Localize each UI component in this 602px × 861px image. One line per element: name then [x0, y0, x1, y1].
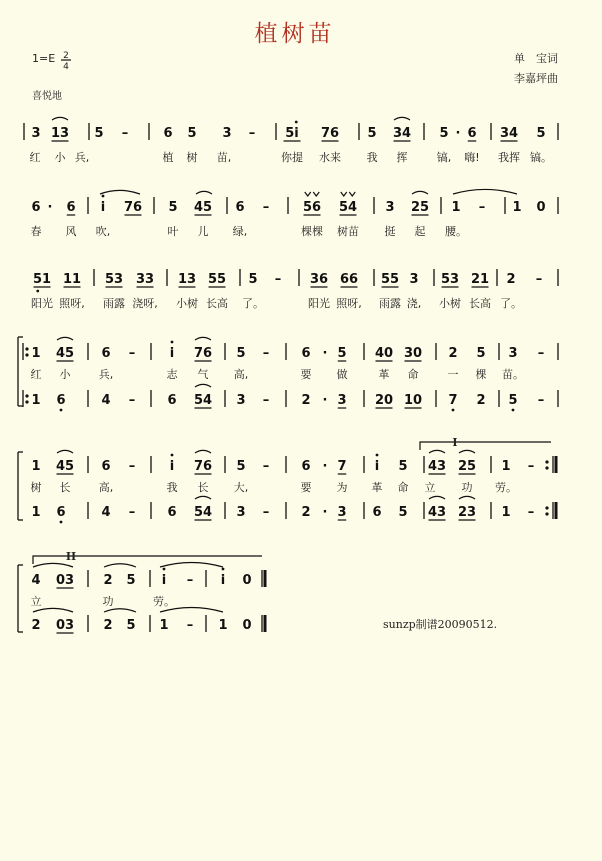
note: 10 — [403, 393, 423, 408]
note: 5 — [367, 126, 377, 141]
lyric: 浇, — [406, 297, 422, 310]
repeat-dot — [25, 347, 28, 350]
note: 5 — [398, 505, 408, 520]
note: 5 — [536, 126, 546, 141]
note: 1 — [31, 459, 41, 474]
note: 45 — [55, 346, 75, 361]
lyric: 儿 — [197, 225, 209, 238]
note: 1 — [451, 200, 461, 215]
note: 34 — [499, 126, 519, 141]
note: 3 — [337, 505, 347, 520]
slur — [429, 496, 445, 499]
note: 7 — [448, 393, 458, 408]
note: 56 — [302, 200, 322, 215]
accent-mark — [349, 192, 355, 196]
note: 6 — [301, 346, 311, 361]
lyric: 挺 — [384, 225, 396, 238]
notation-body — [18, 117, 558, 633]
lyric: 一 — [447, 368, 459, 381]
octave-up-dot — [171, 454, 174, 457]
accent-mark — [341, 192, 347, 196]
note: 0 — [536, 200, 546, 215]
lyric: 水来 — [319, 151, 341, 164]
lyric: 腰。 — [445, 225, 467, 238]
lyric: 志 — [166, 368, 178, 381]
note: 1 — [31, 393, 41, 408]
note: 1 — [31, 505, 41, 520]
note: 7 — [337, 459, 347, 474]
note: · — [322, 505, 328, 520]
note: 6 — [101, 459, 111, 474]
note: 5 — [508, 393, 518, 408]
lyric: 功 — [102, 595, 114, 608]
volta-label: II — [65, 550, 77, 563]
lyric: 雨露 — [103, 297, 125, 310]
lyric: 嗨! — [464, 151, 480, 164]
note: 54 — [193, 505, 213, 520]
note: 5 — [126, 573, 136, 588]
lyric: 功 — [461, 481, 473, 494]
slur — [394, 117, 410, 120]
volta-bracket — [420, 442, 551, 450]
volta-label: I — [452, 436, 458, 449]
lyric: 我挥 — [498, 151, 520, 164]
lyric: 高, — [233, 368, 249, 381]
note: · — [322, 393, 328, 408]
lyric: 绿, — [232, 225, 248, 238]
note: 5 — [126, 618, 136, 633]
note: 33 — [135, 272, 155, 287]
octave-up-dot — [163, 568, 166, 571]
note: – — [128, 459, 136, 474]
slur — [195, 384, 211, 387]
lyric: 红 — [30, 368, 42, 381]
note: 2 — [31, 618, 41, 633]
lyric: 了。 — [242, 297, 264, 310]
note: 1 — [512, 200, 522, 215]
lyric: 吹, — [95, 225, 111, 238]
note: 03 — [55, 618, 75, 633]
note: 5 — [476, 346, 486, 361]
note: 4 — [101, 505, 111, 520]
note: 36 — [309, 272, 329, 287]
lyric: 长高 — [469, 297, 491, 310]
octave-down-dot — [512, 409, 515, 412]
note: – — [186, 618, 194, 633]
lyric: 兵, — [98, 368, 114, 381]
lyric: 棵 — [475, 368, 487, 381]
note: – — [262, 200, 270, 215]
time-sig-unit: 4 — [63, 62, 69, 72]
note: 76 — [193, 459, 213, 474]
note: · — [322, 459, 328, 474]
lyric: 命 — [407, 368, 419, 381]
note: 30 — [403, 346, 423, 361]
note: – — [478, 200, 486, 215]
note: 25 — [410, 200, 430, 215]
note: i — [161, 573, 167, 588]
lyric: 镐, — [436, 151, 452, 164]
note: 1 — [218, 618, 228, 633]
lyric: 小 — [54, 151, 66, 164]
lyric: 我 — [366, 151, 378, 164]
octave-down-dot — [452, 409, 455, 412]
lyric: 立 — [30, 595, 42, 608]
note: 3 — [236, 393, 246, 408]
lyric: 命 — [397, 481, 409, 494]
lyric: 树苗 — [337, 225, 359, 238]
note: 6 — [167, 393, 177, 408]
note: 34 — [392, 126, 412, 141]
octave-up-dot — [376, 454, 379, 457]
lyric: 革 — [371, 481, 383, 494]
repeat-dot — [25, 353, 28, 356]
slur — [195, 496, 211, 499]
note: 6 — [372, 505, 382, 520]
note: – — [128, 393, 136, 408]
note: 54 — [338, 200, 358, 215]
lyric: 起 — [414, 225, 426, 238]
melody-line-2 — [88, 197, 558, 214]
note: · — [455, 126, 461, 141]
note: 6 — [235, 200, 245, 215]
note: – — [121, 126, 129, 141]
slur — [100, 190, 140, 194]
slur — [195, 450, 211, 453]
note: 5 — [168, 200, 178, 215]
lyric: 长 — [197, 481, 209, 494]
note: 6 — [101, 346, 111, 361]
octave-up-dot — [102, 195, 105, 198]
octave-up-dot — [295, 121, 298, 124]
note: 13 — [50, 126, 70, 141]
lyric: 阳光 — [308, 297, 330, 310]
lyric: 红 — [29, 151, 41, 164]
lyric: 要 — [300, 368, 312, 381]
note: 55 — [380, 272, 400, 287]
note: 6 — [56, 505, 66, 520]
slur — [453, 189, 517, 194]
note: 3 — [337, 393, 347, 408]
lyric: 挥 — [396, 151, 408, 164]
note: 3 — [222, 126, 232, 141]
note: 03 — [55, 573, 75, 588]
note: 0 — [242, 618, 252, 633]
time-sig-beats: 2 — [63, 51, 69, 61]
lyric: 做 — [336, 368, 348, 381]
slur — [52, 117, 68, 120]
octave-down-dot — [60, 521, 63, 524]
slur — [459, 496, 475, 499]
octave-up-dot — [222, 568, 225, 571]
note: 1 — [159, 618, 169, 633]
note: – — [262, 393, 270, 408]
lyric: 你提 — [281, 151, 303, 164]
lyric: 小树 — [439, 297, 461, 310]
slur — [57, 450, 73, 453]
lyric: 兵, — [74, 151, 90, 164]
note: 43 — [427, 505, 447, 520]
lyric: 小 — [59, 368, 71, 381]
note: 6 — [31, 200, 41, 215]
note: 1 — [501, 505, 511, 520]
slur — [104, 609, 136, 612]
note: – — [262, 505, 270, 520]
slur — [412, 191, 428, 194]
note: · — [47, 200, 53, 215]
note: – — [535, 272, 543, 287]
note: 25 — [457, 459, 477, 474]
slur — [160, 607, 223, 612]
lyric: 小树 — [176, 297, 198, 310]
note: i — [169, 459, 175, 474]
note: 6 — [467, 126, 477, 141]
note: 66 — [339, 272, 359, 287]
slur — [104, 564, 136, 567]
note: 5 — [439, 126, 449, 141]
slur — [195, 337, 211, 340]
note: 45 — [193, 200, 213, 215]
note: 23 — [457, 505, 477, 520]
note: 6 — [301, 459, 311, 474]
note: 5i — [285, 126, 299, 141]
repeat-dot — [25, 394, 28, 397]
lyric: 苗, — [216, 151, 232, 164]
lyric: 大, — [233, 481, 249, 494]
note: i — [100, 200, 106, 215]
lyric: 长 — [59, 481, 71, 494]
lyric: 植 — [162, 151, 174, 164]
note: 5 — [94, 126, 104, 141]
note: – — [128, 505, 136, 520]
lyricist-credit: 单 宝词 — [514, 52, 558, 65]
lyric: 高, — [98, 481, 114, 494]
slur — [33, 563, 73, 567]
song-title: 植树苗 — [254, 21, 336, 47]
lyric: 照呀, — [59, 297, 85, 310]
lyric: 气 — [197, 368, 209, 381]
note: 5 — [398, 459, 408, 474]
note: 45 — [55, 459, 75, 474]
note: 43 — [427, 459, 447, 474]
note: 13 — [177, 272, 197, 287]
slur — [160, 562, 223, 567]
note: 3 — [236, 505, 246, 520]
note: – — [262, 346, 270, 361]
slur — [429, 450, 445, 453]
note: i — [169, 346, 175, 361]
repeat-dot — [545, 506, 548, 509]
note: i — [220, 573, 226, 588]
slur — [33, 608, 73, 612]
note: 1 — [31, 346, 41, 361]
transcriber-credit: sunzp制谱20090512. — [383, 618, 498, 631]
slur — [196, 191, 212, 194]
tempo-marking: 喜悦地 — [32, 91, 62, 102]
lyric: 镐。 — [530, 151, 552, 164]
lyric: 要 — [300, 481, 312, 494]
note: 5 — [236, 459, 246, 474]
lyric: 风 — [65, 225, 77, 238]
note: – — [186, 573, 194, 588]
lyric: 棵棵 — [301, 225, 323, 238]
note: 2 — [301, 393, 311, 408]
composer-credit: 李嘉坪曲 — [514, 72, 558, 85]
note: 2 — [476, 393, 486, 408]
repeat-dot — [545, 466, 548, 469]
note: 2 — [506, 272, 516, 287]
lyric: 为 — [336, 481, 348, 494]
note: – — [248, 126, 256, 141]
note: 4 — [31, 573, 41, 588]
lyric: 春 — [30, 225, 42, 238]
lyric: 了。 — [500, 297, 522, 310]
lyric: 劳。 — [153, 595, 175, 608]
lyric: 我 — [166, 481, 178, 494]
accent-mark — [305, 192, 311, 196]
note: 40 — [374, 346, 394, 361]
note: 4 — [101, 393, 111, 408]
note: 3 — [31, 126, 41, 141]
lyric: 苗。 — [502, 368, 524, 381]
note: 3 — [508, 346, 518, 361]
note: 51 — [32, 272, 52, 287]
octave-down-dot — [36, 290, 39, 293]
slur — [57, 337, 73, 340]
lyric: 树 — [186, 151, 198, 164]
key-label: 1=E — [32, 52, 56, 65]
repeat-dot — [545, 460, 548, 463]
note: 5 — [337, 346, 347, 361]
note: 76 — [320, 126, 340, 141]
key-signature — [32, 51, 71, 72]
lyric: 树 — [30, 481, 42, 494]
note: – — [527, 459, 535, 474]
accent-mark — [313, 192, 319, 196]
note: 3 — [385, 200, 395, 215]
lyric: 浇呀, — [132, 297, 158, 310]
note: – — [537, 346, 545, 361]
note: – — [527, 505, 535, 520]
note: – — [128, 346, 136, 361]
slur — [459, 450, 475, 453]
note: 3 — [409, 272, 419, 287]
lyric: 长高 — [206, 297, 228, 310]
note: 20 — [374, 393, 394, 408]
note: 2 — [301, 505, 311, 520]
note: 6 — [163, 126, 173, 141]
repeat-dot — [545, 512, 548, 515]
note: 5 — [248, 272, 258, 287]
lyric: 阳光 — [31, 297, 53, 310]
note: 2 — [103, 573, 113, 588]
note: 76 — [193, 346, 213, 361]
note: – — [537, 393, 545, 408]
lyric: 雨露 — [379, 297, 401, 310]
note: – — [274, 272, 282, 287]
repeat-dot — [25, 400, 28, 403]
octave-down-dot — [60, 409, 63, 412]
note: – — [262, 459, 270, 474]
note: 54 — [193, 393, 213, 408]
note: 5 — [236, 346, 246, 361]
note: 53 — [440, 272, 460, 287]
note: 2 — [448, 346, 458, 361]
note: 76 — [123, 200, 143, 215]
note: 21 — [470, 272, 490, 287]
octave-up-dot — [171, 341, 174, 344]
note: 55 — [207, 272, 227, 287]
lyric: 立 — [424, 481, 436, 494]
note: 53 — [104, 272, 124, 287]
lyric: 叶 — [167, 225, 179, 238]
note: · — [322, 346, 328, 361]
note: 0 — [242, 573, 252, 588]
lyric: 照呀, — [336, 297, 362, 310]
note: 1 — [501, 459, 511, 474]
note: i — [374, 459, 380, 474]
note: 6 — [56, 393, 66, 408]
note: 6 — [167, 505, 177, 520]
note: 11 — [62, 272, 82, 287]
note: 2 — [103, 618, 113, 633]
note: 6 — [66, 200, 76, 215]
note: 5 — [187, 126, 197, 141]
lyric: 劳。 — [495, 481, 517, 494]
lyric: 革 — [378, 368, 390, 381]
